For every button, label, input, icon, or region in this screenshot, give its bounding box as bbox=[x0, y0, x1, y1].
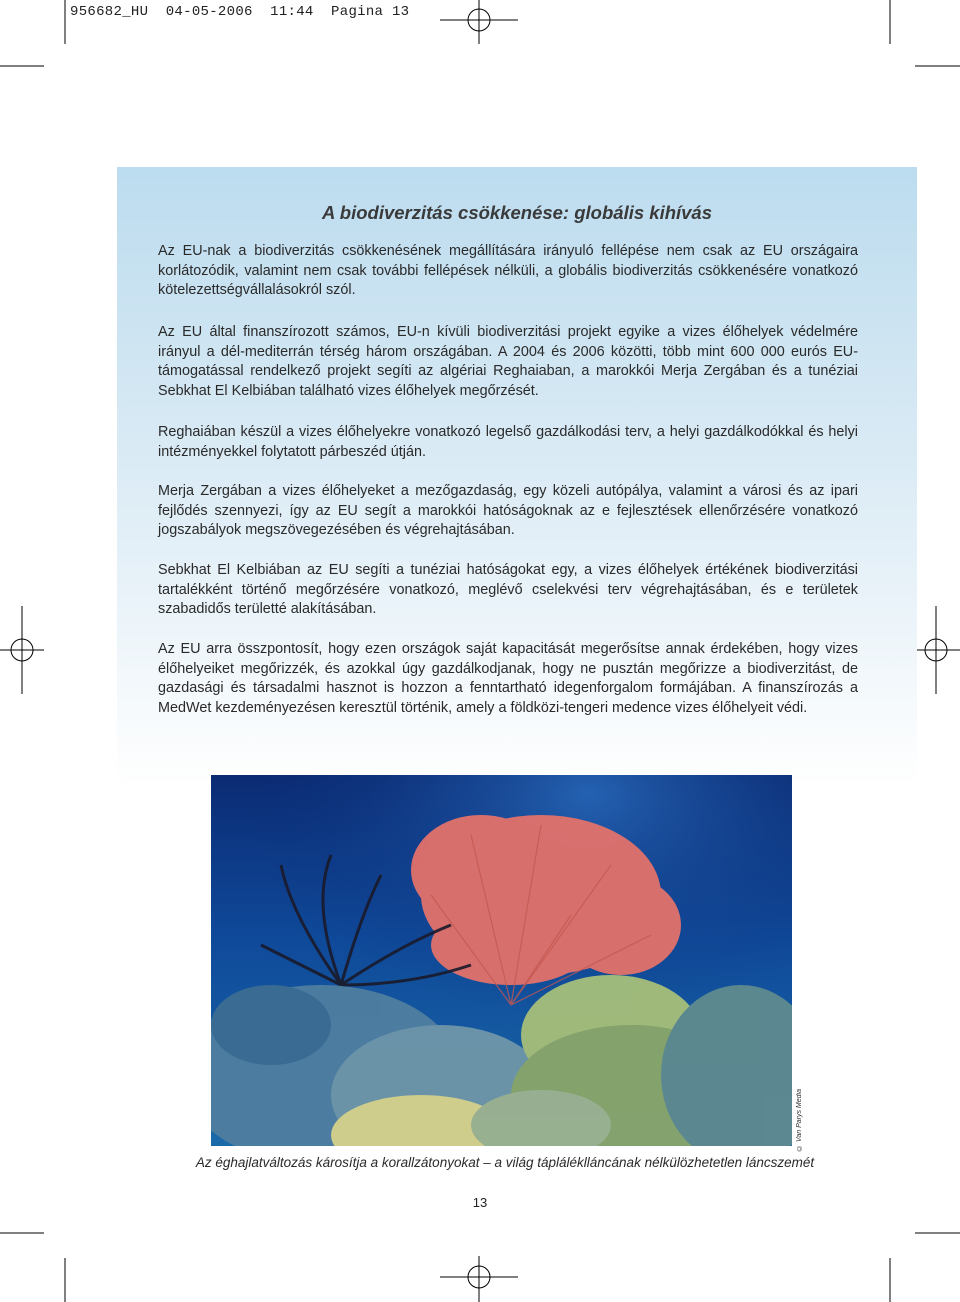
registration-mark-bottom bbox=[440, 1256, 518, 1302]
coral-reef-photo bbox=[211, 775, 792, 1146]
paragraph-1: Az EU-nak a biodiverzitás csökkenésének megállítására irányuló fellépése nem csak az EU országaira korlátozódik, valamint nem csak további fellépések nélküli, a globális biodiverzitás csökkenésére vonatkozó kötelezettségvállalásokról szól. bbox=[158, 243, 858, 298]
registration-mark-top bbox=[440, 0, 518, 44]
registration-mark-left bbox=[0, 606, 44, 694]
paragraph-4: Merja Zergában a vizes élőhelyeket a mezőgazdaság, egy közeli autópálya, valamint a városi és az ipari fejlődés szennyezi, így az EU segít a marokkói hatóságoknak az e fejlesztések ellenőrzésére vonatkozó jogszabályok megszövegezésében és végrehajtásában. bbox=[158, 483, 858, 538]
paragraph-3: Reghaiában készül a vizes élőhelyekre vonatkozó legelső gazdálkodási terv, a helyi gazdálkodókkal és helyi intézményekkel folytatott párbeszéd útján. bbox=[158, 424, 858, 460]
registration-mark-right bbox=[914, 606, 960, 694]
print-slug: 956682_HU 04-05-2006 11:44 Pagina 13 bbox=[70, 4, 410, 20]
photo-credit: © Van Parys Media bbox=[796, 1089, 803, 1151]
photo-caption: Az éghajlatváltozás károsítja a korallzátonyokat – a világ tápláléklláncának nélkülözhetetlen láncszemét bbox=[195, 1155, 815, 1170]
paragraph-5: Sebkhat El Kelbiában az EU segíti a tunéziai hatóságokat egy, a vizes élőhelyek értékének biodiverzitási tartalékként történő megőrzésére vonatkozó, meglévő cselekvési terv végrehajtásában, és e területek szabadidős területté alakításában. bbox=[158, 562, 858, 617]
page-number: 13 bbox=[472, 1195, 488, 1210]
paragraph-2: Az EU által finanszírozott számos, EU-n kívüli biodiverzitási projekt egyike a vizes élőhelyek védelmére irányul a dél-mediterrán térség három országában. A 2004 és 2006 közötti, több mint 600 000 eurós EU-támogatással rendelkező projekt segíti az algériai Reghaiaban, a marokkói Merja Zergában és a tunéziai Sebkhat El Kelbiában található vizes élőhelyek megőrzését. bbox=[158, 324, 858, 399]
paragraph-6: Az EU arra összpontosít, hogy ezen országok saját kapacitását megerősítse annak érdekében, hogy vizes élőhelyeiket megőrizzék, és azokkal úgy gazdálkodjanak, hogy ne pusztán megőrizze a biodiverzitást, de gazdasági és társadalmi hasznot is hozzon a fenntartható idegenforgalom formájában. A finanszírozás a MedWet kezdeményezésen keresztül történik, amely a földközi-tengeri medence vizes élőhelyeit védi. bbox=[158, 641, 858, 716]
box-title: A biodiverzitás csökkenése: globális kihívás bbox=[321, 202, 713, 223]
